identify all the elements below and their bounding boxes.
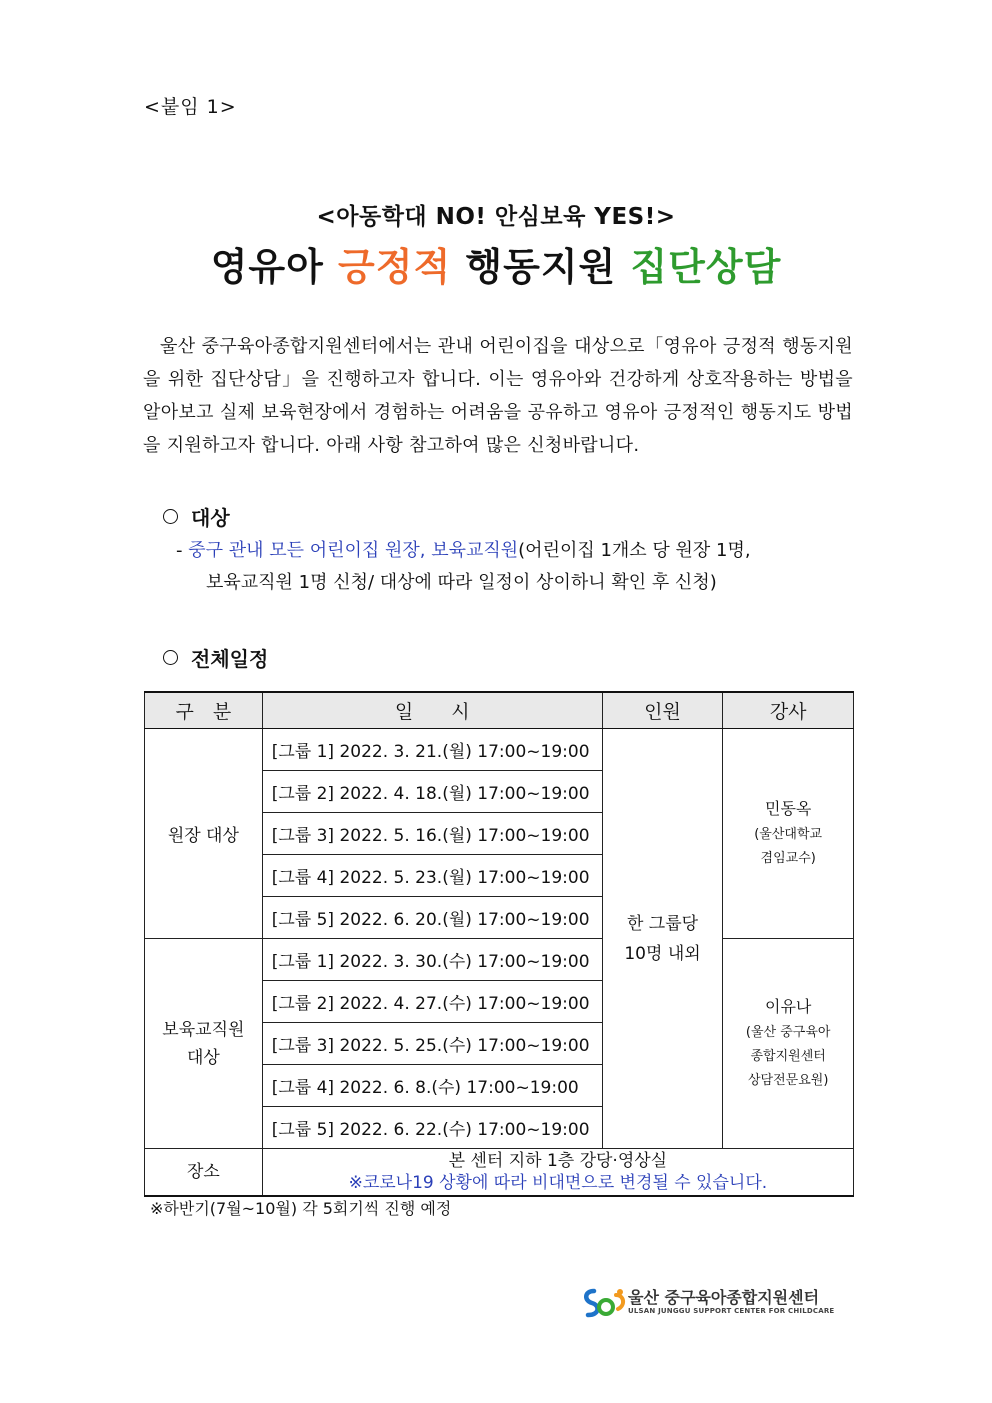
instructor-name: 이유나 — [764, 996, 812, 1016]
instructor-cell-1 — [723, 729, 854, 939]
place-label: 장소 — [145, 1149, 263, 1197]
document-subtitle: <아동학대 NO! 안심보육 YES!> — [316, 204, 676, 230]
target-line-2: 보육교직원 1명 신청/ 대상에 따라 일정이 상이하니 확인 후 신청) — [206, 572, 717, 593]
date-cell: [그룹 2] 2022. 4. 18.(월) 17:00~19:00 — [262, 771, 602, 813]
title-part-3: 행동지원 — [451, 245, 631, 289]
place-row — [145, 1149, 854, 1197]
date-cell: [그룹 3] 2022. 5. 25.(수) 17:00~19:00 — [262, 1023, 602, 1065]
header-instructor: 강사 — [723, 692, 854, 729]
date-cell: [그룹 5] 2022. 6. 20.(월) 17:00~19:00 — [262, 897, 602, 939]
center-logo-name: 울산 중구육아종합지원센터 — [628, 1288, 820, 1307]
capacity-line: 한 그룹당 — [626, 913, 699, 934]
schedule-table — [144, 691, 854, 1197]
target-heading — [163, 502, 230, 531]
instructor-affiliation: 겸임교수) — [760, 850, 816, 866]
place-note: ※코로나19 상황에 따라 비대면으로 변경될 수 있습니다. — [348, 1173, 768, 1193]
instructor-affiliation: (울산 중구육아 — [745, 1024, 831, 1040]
instructor-affiliation: (울산대학교 — [754, 826, 823, 842]
title-part-2: 긍정적 — [338, 245, 452, 289]
instructor-cell-2 — [723, 939, 854, 1149]
target-highlight: 중구 관내 모든 어린이집 원장, 보육교직원 — [188, 540, 519, 561]
date-cell: [그룹 4] 2022. 6. 8.(수) 17:00~19:00 — [262, 1065, 602, 1107]
document-title — [0, 236, 992, 291]
date-cell: [그룹 2] 2022. 4. 27.(수) 17:00~19:00 — [262, 981, 602, 1023]
instructor-name: 민동옥 — [764, 798, 812, 818]
date-cell: [그룹 3] 2022. 5. 16.(월) 17:00~19:00 — [262, 813, 602, 855]
date-cell: [그룹 4] 2022. 5. 23.(월) 17:00~19:00 — [262, 855, 602, 897]
header-category: 구 분 — [145, 692, 263, 729]
date-cell: [그룹 1] 2022. 3. 30.(수) 17:00~19:00 — [262, 939, 602, 981]
target-heading-text: 대상 — [191, 506, 230, 530]
capacity-line: 10명 내외 — [624, 943, 701, 964]
attachment-label: <붙임 1> — [144, 96, 237, 118]
circle-bullet-icon — [163, 509, 178, 524]
target-rest-1: (어린이집 1개소 당 원장 1명, — [518, 540, 751, 561]
footnote: ※하반기(7월~10월) 각 5회기씩 진행 예정 — [150, 1199, 452, 1218]
table-row — [145, 729, 854, 771]
place-cell — [262, 1149, 853, 1197]
date-cell: [그룹 1] 2022. 3. 21.(월) 17:00~19:00 — [262, 729, 602, 771]
schedule-heading-text: 전체일정 — [191, 647, 269, 671]
schedule-heading — [163, 643, 268, 672]
dash: - — [176, 540, 189, 561]
group-label-line: 대상 — [186, 1047, 220, 1068]
table-row — [145, 939, 854, 981]
group-label-line: 원장 대상 — [167, 826, 239, 846]
center-logo — [580, 1283, 850, 1323]
target-line-1 — [176, 535, 856, 567]
date-cell: [그룹 5] 2022. 6. 22.(수) 17:00~19:00 — [262, 1107, 602, 1149]
target-description — [176, 535, 856, 599]
instructor-affiliation: 상담전문요원) — [747, 1072, 829, 1088]
instructor-affiliation: 종합지원센터 — [750, 1048, 826, 1064]
intro-paragraph: 울산 중구육아종합지원센터에서는 관내 어린이집을 대상으로「영유아 긍정적 행동지원을 위한 집단상담」을 진행하고자 합니다. 이는 영유아와 건강하게 상호작용하는 방법을 알아보고 실제 보육현장에서 경험하는 어려움을 공유하고 영유아 긍정적인 행동지도 방법을 지원하고자 합니다. 아래 사항 참고하여 많은 신청바랍니다. — [143, 336, 853, 456]
center-logo-icon — [580, 1285, 628, 1321]
header-datetime: 일 시 — [262, 692, 602, 729]
table-header-row — [145, 692, 854, 729]
header-capacity: 인원 — [602, 692, 723, 729]
place-value: 본 센터 지하 1층 강당·영상실 — [448, 1151, 668, 1171]
capacity-cell — [602, 729, 723, 1149]
group-label-staff — [145, 939, 263, 1149]
title-part-1: 영유아 — [210, 245, 339, 289]
group-label-line: 보육교직원 — [162, 1019, 245, 1040]
circle-bullet-icon — [163, 650, 178, 665]
title-part-4: 집단상담 — [630, 245, 782, 289]
center-logo-english: ULSAN JUNGGU SUPPORT CENTER FOR CHILDCARE — [628, 1307, 835, 1315]
group-label-director — [145, 729, 263, 939]
